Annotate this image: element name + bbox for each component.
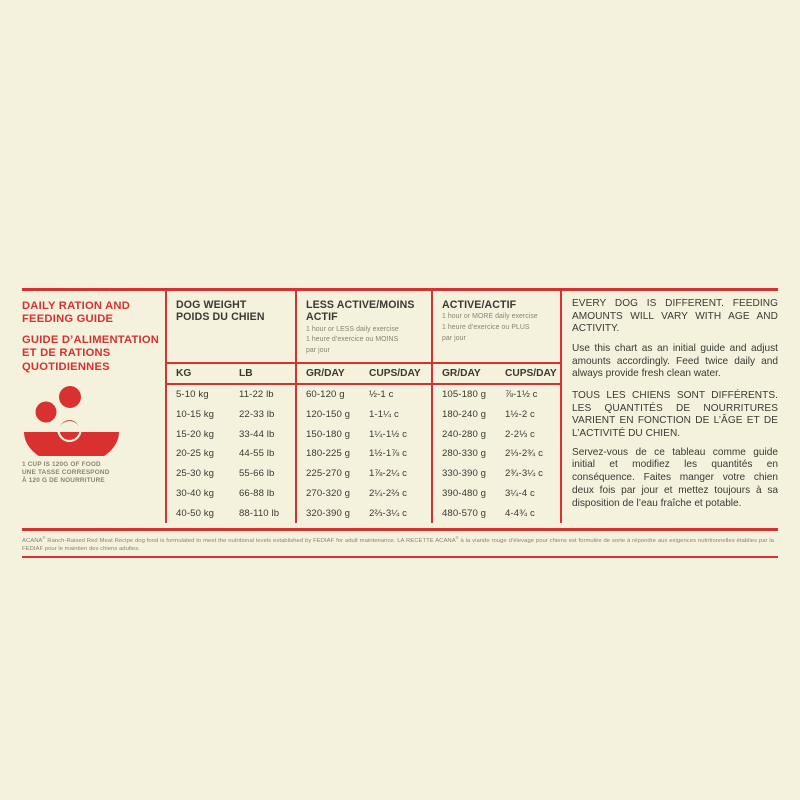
subheader-active-cupsday: CUPS/DAY	[505, 367, 557, 379]
table-header-group	[167, 291, 560, 364]
cell-group-weight	[167, 404, 295, 424]
cell-less-cups: 1-1¼ c	[369, 408, 399, 420]
table-row	[167, 503, 560, 523]
header-dog-weight-fr: POIDS DU CHIEN	[176, 311, 265, 324]
subheader-active	[431, 364, 560, 383]
cell-less-cups: 2⅔-3¼ c	[369, 507, 408, 519]
subheader-weight	[167, 364, 295, 383]
cell-active-cups: 4-4¾ c	[505, 507, 535, 519]
notes-column	[560, 291, 778, 523]
cell-group-weight	[167, 484, 295, 504]
header-active-title: ACTIVE/ACTIF	[442, 299, 517, 311]
cell-lb: 22-33 lb	[239, 408, 275, 420]
cell-kg: 10-15 kg	[176, 408, 215, 420]
cell-group-less-active	[295, 484, 431, 504]
cell-less-cups: 1¼-1½ c	[369, 428, 408, 440]
header-less-active-sub-1: 1 hour or LESS daily exercise	[306, 325, 399, 333]
cell-less-gr: 60-120 g	[306, 388, 345, 400]
cell-active-gr: 105-180 g	[442, 388, 487, 400]
cell-group-less-active	[295, 385, 431, 405]
table-row	[167, 385, 560, 405]
cell-less-gr: 225-270 g	[306, 468, 351, 480]
table-row	[167, 424, 560, 444]
subheader-less-cupsday: CUPS/DAY	[369, 367, 421, 379]
header-active-sub-1: 1 hour or MORE daily exercise	[442, 313, 538, 321]
cell-group-active	[431, 444, 560, 464]
header-active-sub-2: 1 heure d’exercice ou PLUS	[442, 324, 530, 331]
food-bowl-icon	[24, 386, 119, 456]
cell-kg: 5-10 kg	[176, 388, 209, 400]
cell-group-weight	[167, 503, 295, 523]
cell-group-weight	[167, 444, 295, 464]
cell-kg: 25-30 kg	[176, 468, 215, 480]
header-less-active-sub-2: 1 heure d’exercice ou MOINS	[306, 336, 399, 344]
cell-group-active	[431, 424, 560, 444]
guide-title-fr: GUIDE D’ALIMENTATION ET DE RATIONS QUOTIDIENNES	[22, 333, 160, 373]
cell-active-gr: 390-480 g	[442, 487, 487, 499]
header-dog-weight	[167, 291, 295, 362]
subheader-kg: KG	[176, 367, 192, 379]
cup-conversion-note	[22, 461, 165, 486]
cell-less-cups: ½-1 c	[369, 388, 394, 400]
cell-active-cups: ⅞-1½ c	[505, 388, 538, 400]
cell-less-gr: 150-180 g	[306, 428, 351, 440]
header-dog-weight-en: DOG WEIGHT	[176, 299, 247, 311]
cell-less-cups: 2¼-2⅔ c	[369, 487, 408, 499]
note-fr-body: Servez-vous de ce tableau comme guide initial et modifiez les quantités en conséquence. Faites manger votre chien deux fois par jour et mettez toujours à sa disposition de l’eau fraîche et potable.	[572, 446, 778, 509]
cell-group-less-active	[295, 503, 431, 523]
header-less-active-title: LESS ACTIVE/MOINS ACTIF	[306, 299, 415, 324]
feeding-guide-panel	[22, 288, 778, 558]
table-row	[167, 464, 560, 484]
cell-lb: 66-88 lb	[239, 487, 275, 499]
cell-less-gr: 120-150 g	[306, 408, 351, 420]
brand-column	[22, 291, 165, 523]
subheader-active-grday: GR/DAY	[442, 367, 481, 379]
cell-kg: 30-40 kg	[176, 487, 215, 499]
table-row	[167, 444, 560, 464]
cell-group-less-active	[295, 444, 431, 464]
cell-group-less-active	[295, 404, 431, 424]
cell-active-gr: 480-570 g	[442, 507, 487, 519]
cell-lb: 88-110 lb	[239, 507, 280, 519]
cell-group-less-active	[295, 424, 431, 444]
cell-lb: 44-55 lb	[239, 448, 275, 460]
table-subheader-row	[167, 364, 560, 385]
cup-note-line-1: 1 CUP IS 120G OF FOOD	[22, 461, 101, 469]
feeding-table	[165, 291, 560, 523]
guide-title-en: DAILY RATION AND FEEDING GUIDE	[22, 300, 131, 326]
cup-note-line-3: À 120 G DE NOURRITURE	[22, 477, 105, 485]
cup-note-line-2: UNE TASSE CORRESPOND	[22, 469, 110, 477]
note-fr-heading: TOUS LES CHIENS SONT DIFFÉRENTS. LES QUANTITÉS DE NOURRITURES VARIENT EN FONCTION DE L’ÂGE ET DE L’ACTIVITÉ DU CHIEN.	[572, 390, 778, 439]
cell-less-gr: 270-320 g	[306, 487, 351, 499]
cell-less-cups: 1½-1⅞ c	[369, 448, 408, 460]
cell-kg: 40-50 kg	[176, 507, 215, 519]
note-en-heading: EVERY DOG IS DIFFERENT. FEEDING AMOUNTS WILL VARY WITH AGE AND ACTIVITY.	[572, 298, 778, 335]
cell-kg: 15-20 kg	[176, 428, 215, 440]
cell-group-active	[431, 385, 560, 405]
cell-group-active	[431, 484, 560, 504]
header-active-sub-3: par jour	[442, 334, 466, 342]
cell-less-gr: 180-225 g	[306, 448, 351, 460]
table-row	[167, 404, 560, 424]
cell-active-gr: 180-240 g	[442, 408, 487, 420]
cell-active-gr: 280-330 g	[442, 448, 487, 460]
cell-active-cups: 2-2⅓ c	[505, 428, 535, 440]
header-active	[431, 291, 560, 362]
cell-group-active	[431, 464, 560, 484]
cell-lb: 55-66 lb	[239, 468, 275, 480]
subheader-less-grday: GR/DAY	[306, 367, 345, 379]
cell-group-weight	[167, 385, 295, 405]
regulatory-footnote: ACANA® Ranch-Raised Red Meat Recipe dog food is formulated to meet the nutritional levels established by FEDIAF for adult maintenance. LA RECETTE ACANA® à la viande rouge d’élevage pour chiens est formulée de sorte à répondre aux exigences nutritionnelles établies par la FEDIAF pour le maintien des chiens adultes.	[22, 535, 774, 552]
table-rows	[167, 385, 560, 523]
cell-active-gr: 330-390 g	[442, 468, 487, 480]
note-en-body: Use this chart as an initial guide and adjust amounts accordingly. Feed twice daily and always provide fresh clean water.	[572, 342, 778, 380]
cell-less-gr: 320-390 g	[306, 507, 351, 519]
cell-lb: 11-22 lb	[239, 388, 274, 400]
footer-divider	[22, 556, 778, 558]
bottom-divider	[22, 528, 778, 531]
cell-kg: 20-25 kg	[176, 448, 215, 460]
cell-lb: 33-44 lb	[239, 428, 275, 440]
cell-group-weight	[167, 464, 295, 484]
cell-active-cups: 3¼-4 c	[505, 487, 535, 499]
cell-group-active	[431, 404, 560, 424]
cell-group-active	[431, 503, 560, 523]
cell-active-gr: 240-280 g	[442, 428, 487, 440]
cell-group-weight	[167, 424, 295, 444]
cell-less-cups: 1⅞-2¼ c	[369, 468, 408, 480]
cell-active-cups: 1½-2 c	[505, 408, 535, 420]
header-less-active-sub-3: par jour	[306, 347, 330, 354]
header-less-active	[295, 291, 431, 362]
cell-active-cups: 2⅓-2¾ c	[505, 448, 544, 460]
table-row	[167, 484, 560, 504]
cell-active-cups: 2¾-3¼ c	[505, 468, 544, 480]
cell-group-less-active	[295, 464, 431, 484]
panel-body	[22, 291, 778, 523]
subheader-less-active	[295, 364, 431, 383]
subheader-lb: LB	[239, 367, 253, 379]
